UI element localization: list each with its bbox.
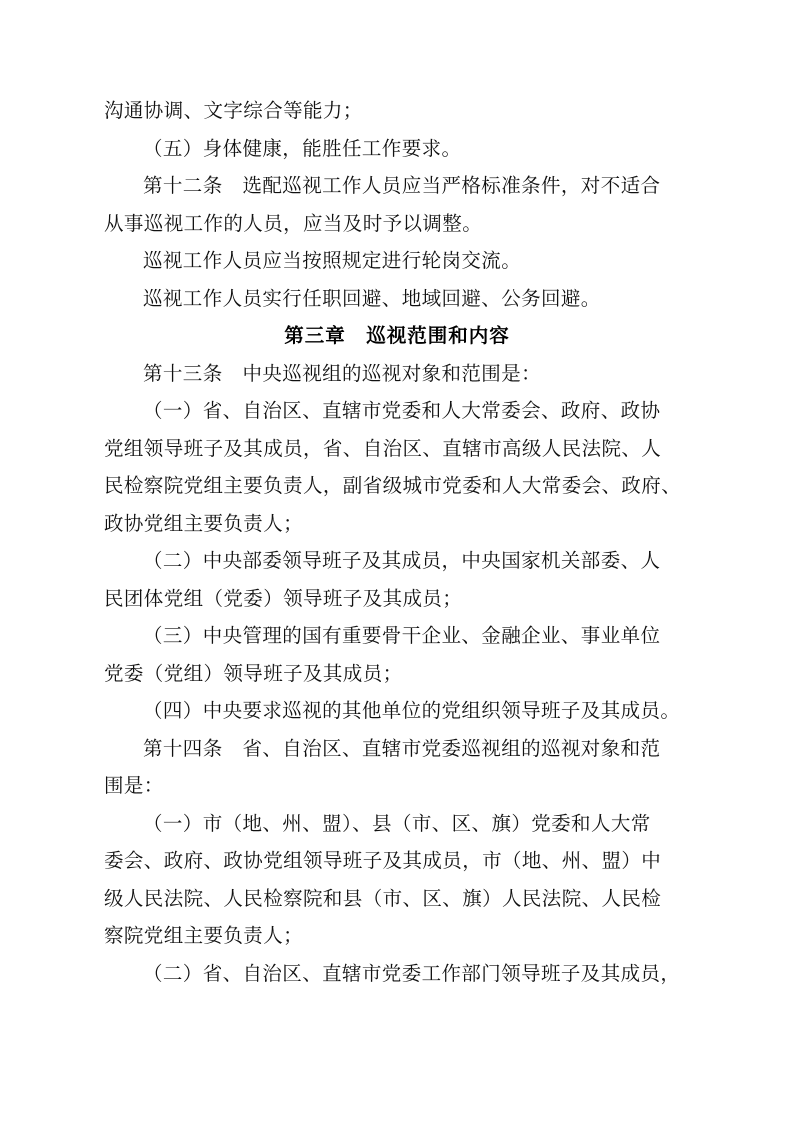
paragraph-line: （二）中央部委领导班子及其成员，中央国家机关部委、人 xyxy=(143,549,661,572)
paragraph-line: 民团体党组（党委）领导班子及其成员； xyxy=(104,586,463,610)
paragraph-line: 第十二条 选配巡视工作人员应当严格标准条件，对不适合 xyxy=(143,174,661,197)
paragraph-line: 政协党组主要负责人； xyxy=(104,511,304,535)
paragraph-line: 党委（党组）领导班子及其成员； xyxy=(104,661,403,685)
document-body xyxy=(104,92,690,992)
paragraph-line: （三）中央管理的国有重要骨干企业、金融企业、事业单位 xyxy=(143,624,661,647)
chapter-heading: 第三章 巡视范围和内容 xyxy=(284,324,510,347)
paragraph-line: （四）中央要求巡视的其他单位的党组织领导班子及其成员。 xyxy=(143,699,681,722)
paragraph-line: （五）身体健康，能胜任工作要求。 xyxy=(143,136,462,160)
paragraph-line: （二）省、自治区、直辖市党委工作部门领导班子及其成员， xyxy=(143,961,681,985)
paragraph-line: 委会、政府、政协党组领导班子及其成员，市（地、州、盟）中 xyxy=(104,849,662,872)
paragraph-line: 第十四条 省、自治区、直辖市党委巡视组的巡视对象和范 xyxy=(143,736,661,760)
paragraph-line: 巡视工作人员应当按照规定进行轮岗交流。 xyxy=(143,249,522,272)
paragraph-line: 级人民法院、人民检察院和县（市、区、旗）人民法院、人民检 xyxy=(104,886,662,910)
paragraph-line: 巡视工作人员实行任职回避、地域回避、公务回避。 xyxy=(143,286,601,310)
paragraph-line: 察院党组主要负责人； xyxy=(104,924,304,947)
paragraph-line: 党组领导班子及其成员，省、自治区、直辖市高级人民法院、人 xyxy=(104,436,662,460)
paragraph-line: 从事巡视工作的人员，应当及时予以调整。 xyxy=(104,211,483,235)
paragraph-line: （一）省、自治区、直辖市党委和人大常委会、政府、政协 xyxy=(143,399,661,422)
paragraph-line: 围是： xyxy=(104,774,164,797)
paragraph-line: 第十三条 中央巡视组的巡视对象和范围是： xyxy=(143,361,542,385)
paragraph-line: （一）市（地、州、盟）、县（市、区、旗）党委和人大常 xyxy=(143,811,651,835)
paragraph-line: 沟通协调、文字综合等能力； xyxy=(104,99,363,122)
paragraph-line: 民检察院党组主要负责人，副省级城市党委和人大常委会、政府、 xyxy=(104,474,682,497)
